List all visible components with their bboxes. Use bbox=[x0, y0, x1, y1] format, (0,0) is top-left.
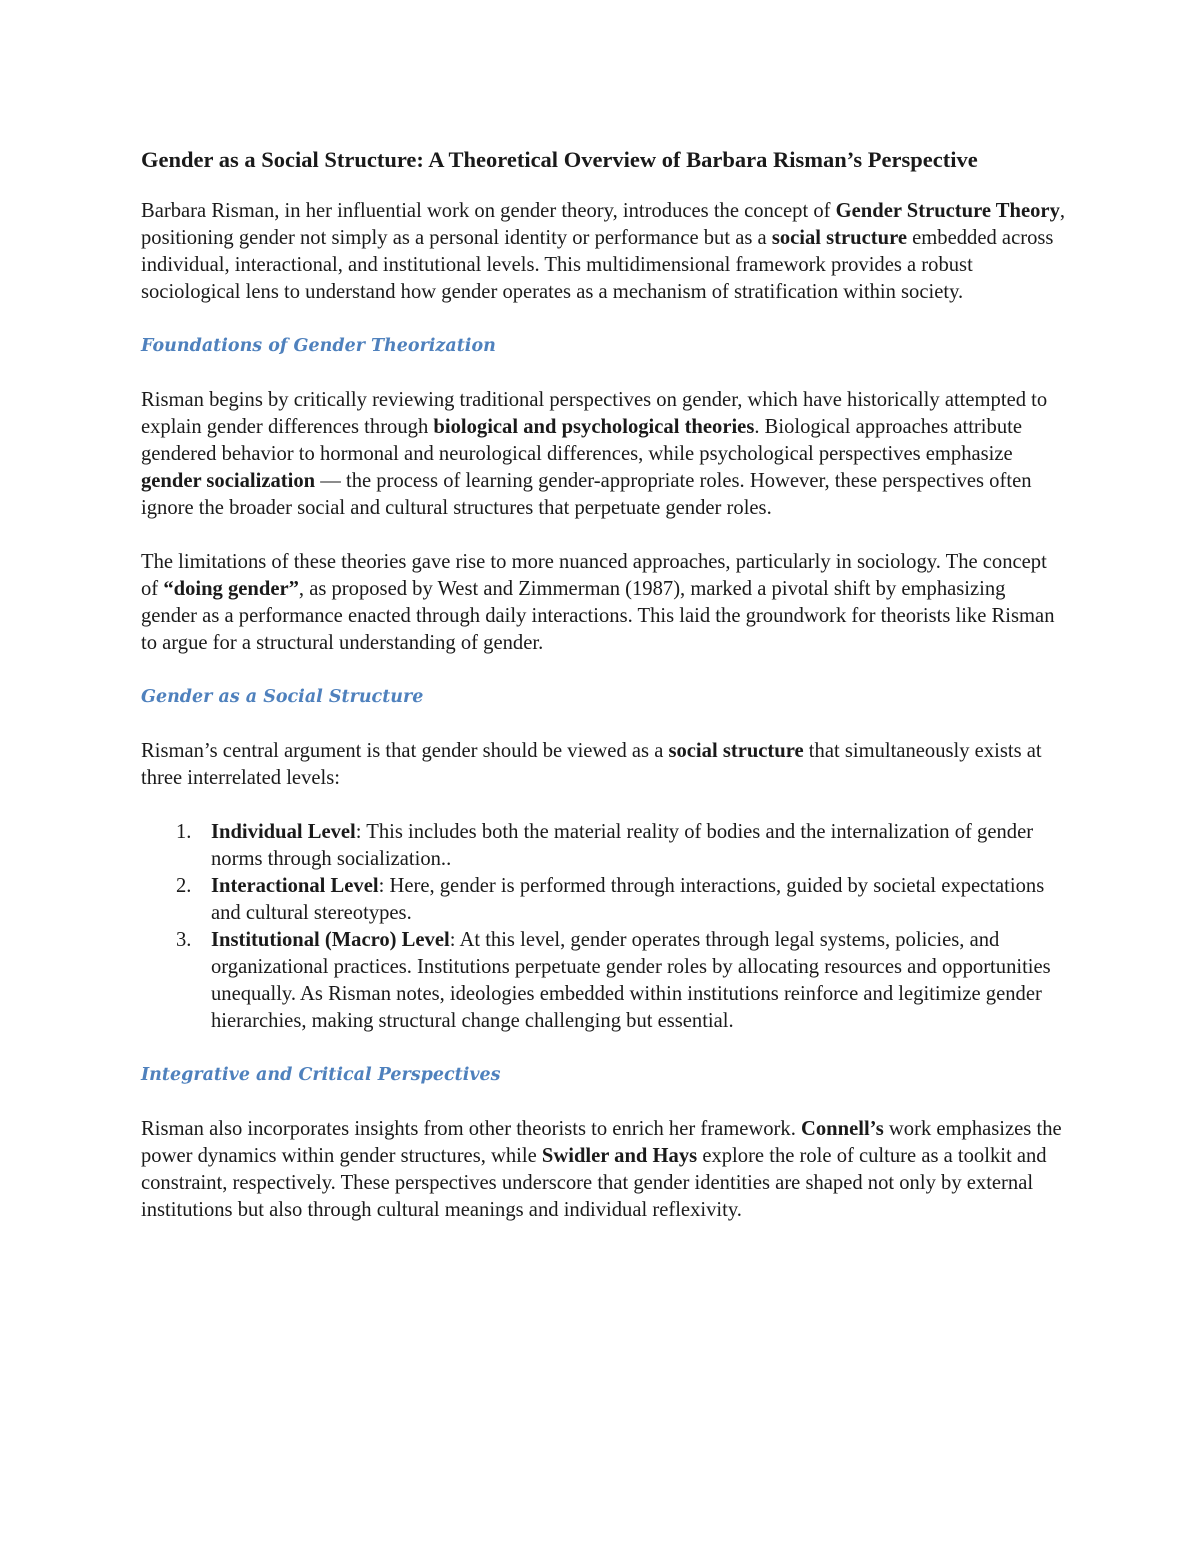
social-structure-paragraph bbox=[141, 738, 1066, 792]
intro-paragraph bbox=[141, 198, 1066, 306]
foundations-p2-bold-doing-gender: “doing gender” bbox=[163, 578, 299, 600]
document-title: Gender as a Social Structure: A Theoretical Overview of Barbara Risman’s Perspective bbox=[141, 147, 978, 172]
social-structure-bold: social structure bbox=[668, 740, 804, 762]
foundations-p1-text-2: . Biological approaches attribute gendered behavior to hormonal and neurological differences, while psychological perspectives emphasize bbox=[141, 416, 1022, 465]
integrative-text-2: work emphasizes the power dynamics within gender structures, while bbox=[141, 1118, 1062, 1167]
intro-text-3: embedded across individual, interactional, and institutional levels. This multidimensional framework provides a robust sociological lens to understand how gender operates as a mechanism of stratification within society. bbox=[141, 227, 1054, 303]
list-item-text: : At this level, gender operates through legal systems, policies, and organizational practices. Institutions perpetuate gender roles by allocating resources and opportunities unequally. As Risman notes, ideologies embedded within institutions reinforce and legitimize gender hierarchies, making structural change challenging but essential. bbox=[211, 929, 1051, 1032]
integrative-paragraph bbox=[141, 1116, 1066, 1224]
section-heading-social-structure: Gender as a Social Structure bbox=[141, 687, 424, 707]
list-item bbox=[141, 873, 1066, 927]
list-item bbox=[141, 927, 1066, 1035]
social-structure-text-2: that simultaneously exists at three interrelated levels: bbox=[141, 740, 1042, 789]
list-item bbox=[141, 819, 1066, 873]
list-item-label: Individual Level bbox=[211, 821, 356, 843]
document-body bbox=[141, 145, 1066, 1251]
foundations-p1-text-3: — the process of learning gender-appropriate roles. However, these perspectives often ignore the broader social and cultural structures that perpetuate gender roles. bbox=[141, 470, 1032, 519]
section-heading-foundations: Foundations of Gender Theorization bbox=[141, 336, 496, 356]
foundations-p2-text-1: The limitations of these theories gave rise to more nuanced approaches, particularly in sociology. The concept of bbox=[141, 551, 1047, 600]
foundations-paragraph-2 bbox=[141, 549, 1066, 657]
list-item-number: 1. bbox=[176, 821, 192, 843]
foundations-p1-bold-2: gender socialization bbox=[141, 470, 316, 492]
foundations-paragraph-1 bbox=[141, 387, 1066, 522]
integrative-bold-connell: Connell’s bbox=[801, 1118, 884, 1140]
foundations-p1-text-1: Risman begins by critically reviewing traditional perspectives on gender, which have historically attempted to explain gender differences through bbox=[141, 389, 1048, 438]
list-item-number: 2. bbox=[176, 875, 192, 897]
list-item-label: Institutional (Macro) Level bbox=[211, 929, 450, 951]
integrative-text-3: explore the role of culture as a toolkit and constraint, respectively. These perspectives underscore that gender identities are shaped not only by external institutions but also through cultural meanings and individual reflexivity. bbox=[141, 1145, 1047, 1221]
list-item-text: : Here, gender is performed through interactions, guided by societal expectations and cultural stereotypes. bbox=[211, 875, 1045, 924]
intro-bold-social-structure: social structure bbox=[771, 227, 907, 249]
intro-bold-gender-structure-theory: Gender Structure Theory bbox=[835, 200, 1060, 222]
list-item-text: : This includes both the material reality of bodies and the internalization of gender norms through socialization.. bbox=[211, 821, 1034, 870]
intro-text-1: Barbara Risman, in her influential work on gender theory, introduces the concept of bbox=[141, 200, 836, 222]
levels-list bbox=[141, 819, 1066, 1035]
integrative-text-1: Risman also incorporates insights from other theorists to enrich her framework. bbox=[141, 1118, 801, 1140]
integrative-bold-swidler-hays: Swidler and Hays bbox=[541, 1145, 698, 1167]
social-structure-text-1: Risman’s central argument is that gender should be viewed as a bbox=[141, 740, 669, 762]
intro-text-2: , positioning gender not simply as a personal identity or performance but as a bbox=[141, 200, 1066, 249]
list-item-number: 3. bbox=[176, 929, 192, 951]
foundations-p2-text-2: , as proposed by West and Zimmerman (1987), marked a pivotal shift by emphasizing gender as a performance enacted through daily interactions. This laid the groundwork for theorists like Risman to argue for a structural understanding of gender. bbox=[141, 578, 1055, 654]
list-item-label: Interactional Level bbox=[211, 875, 379, 897]
foundations-p1-bold-1: biological and psychological theories bbox=[433, 416, 755, 438]
section-heading-integrative: Integrative and Critical Perspectives bbox=[141, 1065, 501, 1085]
